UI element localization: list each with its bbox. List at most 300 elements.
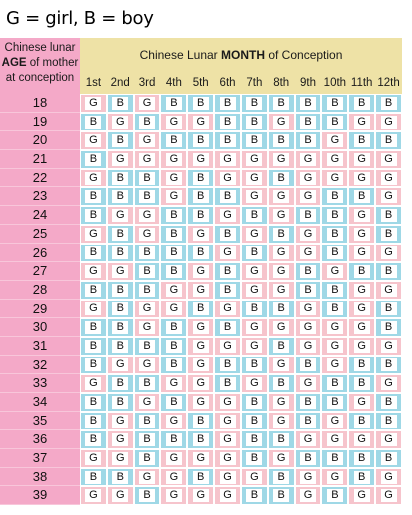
prediction-cell — [214, 244, 241, 263]
prediction-letter: B — [166, 358, 182, 371]
prediction-cell — [241, 169, 268, 188]
prediction-cell — [295, 94, 322, 113]
prediction-cell — [268, 374, 295, 393]
table-row — [0, 412, 402, 431]
prediction-letter: G — [220, 396, 236, 409]
prediction-cell — [160, 169, 187, 188]
prediction-cell — [295, 131, 322, 150]
prediction-letter: G — [327, 415, 343, 428]
prediction-letter: G — [354, 340, 370, 353]
prediction-cell — [321, 337, 348, 356]
prediction-cell — [295, 169, 322, 188]
prediction-letter: B — [166, 246, 182, 259]
prediction-letter: G — [381, 489, 397, 502]
prediction-letter: G — [139, 302, 155, 315]
prediction-cell — [348, 281, 375, 300]
prediction-letter: B — [139, 116, 155, 129]
prediction-letter: G — [381, 377, 397, 390]
prediction-cell — [348, 113, 375, 132]
prediction-letter: B — [381, 358, 397, 371]
table-row — [0, 225, 402, 244]
table-row — [0, 356, 402, 375]
prediction-cell — [321, 374, 348, 393]
table-row — [0, 486, 402, 505]
table-row — [0, 430, 402, 449]
prediction-letter: B — [193, 209, 209, 222]
prediction-cell — [214, 225, 241, 244]
prediction-cell — [160, 244, 187, 263]
mother-age-cell: 25 — [0, 225, 80, 244]
prediction-letter: B — [85, 396, 101, 409]
prediction-cell — [80, 281, 107, 300]
prediction-letter: B — [139, 284, 155, 297]
prediction-cell — [134, 187, 161, 206]
prediction-letter: G — [381, 246, 397, 259]
prediction-cell — [268, 486, 295, 505]
prediction-letter: G — [193, 228, 209, 241]
prediction-letter: B — [85, 209, 101, 222]
prediction-cell — [241, 244, 268, 263]
mother-age-cell: 20 — [0, 131, 80, 150]
prediction-letter: B — [327, 452, 343, 465]
prediction-cell — [295, 356, 322, 375]
prediction-letter: B — [220, 134, 236, 147]
month-label: 12th — [377, 77, 400, 89]
prediction-cell — [80, 486, 107, 505]
prediction-cell — [321, 318, 348, 337]
prediction-cell — [80, 449, 107, 468]
month-labels-row — [80, 72, 402, 94]
prediction-cell — [107, 468, 134, 487]
prediction-cell — [321, 206, 348, 225]
prediction-cell — [321, 94, 348, 113]
prediction-letter: G — [85, 228, 101, 241]
table-row — [0, 169, 402, 188]
prediction-cell — [241, 131, 268, 150]
prediction-letter: G — [246, 265, 262, 278]
prediction-letter: G — [327, 172, 343, 185]
prediction-cell — [214, 281, 241, 300]
prediction-letter: G — [381, 116, 397, 129]
prediction-cell — [268, 113, 295, 132]
prediction-cell — [241, 412, 268, 431]
prediction-cell — [214, 113, 241, 132]
prediction-letter: G — [166, 172, 182, 185]
prediction-cell — [295, 337, 322, 356]
prediction-letter: B — [354, 471, 370, 484]
table-row — [0, 244, 402, 263]
prediction-cell — [241, 225, 268, 244]
prediction-letter: B — [85, 433, 101, 446]
table-row — [0, 150, 402, 169]
prediction-letter: G — [246, 284, 262, 297]
prediction-letter: B — [246, 97, 262, 110]
prediction-cell — [295, 374, 322, 393]
prediction-cell — [80, 262, 107, 281]
prediction-cell — [214, 94, 241, 113]
mother-age-cell: 27 — [0, 262, 80, 281]
chart-rows — [0, 94, 402, 505]
prediction-cell — [268, 318, 295, 337]
prediction-letter: B — [273, 228, 289, 241]
prediction-cell — [160, 300, 187, 319]
prediction-letter: B — [85, 358, 101, 371]
prediction-cell — [107, 262, 134, 281]
prediction-cell — [160, 393, 187, 412]
prediction-cell — [295, 486, 322, 505]
prediction-letter: B — [220, 265, 236, 278]
prediction-cell — [375, 337, 402, 356]
prediction-cell — [187, 206, 214, 225]
prediction-letter: B — [381, 134, 397, 147]
prediction-letter: G — [220, 471, 236, 484]
prediction-letter: G — [139, 396, 155, 409]
prediction-cell — [187, 244, 214, 263]
table-row — [0, 393, 402, 412]
prediction-cell — [187, 94, 214, 113]
prediction-cell — [134, 300, 161, 319]
prediction-cell — [321, 486, 348, 505]
prediction-cell — [268, 150, 295, 169]
mother-age-cell: 26 — [0, 244, 80, 263]
prediction-cell — [80, 430, 107, 449]
prediction-letter: G — [381, 153, 397, 166]
prediction-letter: G — [220, 209, 236, 222]
prediction-letter: G — [381, 284, 397, 297]
prediction-letter: G — [193, 284, 209, 297]
prediction-cell — [107, 244, 134, 263]
prediction-cell — [241, 300, 268, 319]
age-header-line3: at conception — [5, 72, 75, 84]
prediction-cell — [134, 486, 161, 505]
prediction-cell — [214, 318, 241, 337]
prediction-letter: B — [193, 246, 209, 259]
prediction-cell — [321, 300, 348, 319]
prediction-letter: B — [85, 190, 101, 203]
prediction-cell — [321, 393, 348, 412]
prediction-letter: G — [327, 321, 343, 334]
prediction-letter: B — [273, 97, 289, 110]
prediction-letter: G — [381, 340, 397, 353]
prediction-letter: B — [381, 302, 397, 315]
prediction-letter: G — [273, 116, 289, 129]
prediction-letter: B — [354, 134, 370, 147]
prediction-letter: G — [300, 246, 316, 259]
prediction-cell — [134, 225, 161, 244]
table-row — [0, 206, 402, 225]
prediction-letter: G — [139, 134, 155, 147]
month-label: 1st — [85, 77, 102, 89]
mother-age-cell: 34 — [0, 393, 80, 412]
prediction-letter: G — [327, 433, 343, 446]
prediction-cell — [375, 94, 402, 113]
prediction-cell — [134, 281, 161, 300]
month-label: 7th — [246, 77, 263, 89]
prediction-letter: B — [220, 358, 236, 371]
prediction-cell — [241, 486, 268, 505]
prediction-letter: G — [85, 97, 101, 110]
prediction-cell — [160, 468, 187, 487]
prediction-cell — [107, 169, 134, 188]
month-label: 2nd — [110, 77, 130, 89]
prediction-letter: B — [112, 246, 128, 259]
prediction-letter: G — [193, 452, 209, 465]
prediction-cell — [80, 318, 107, 337]
prediction-cell — [134, 393, 161, 412]
prediction-letter: B — [300, 97, 316, 110]
prediction-cell — [375, 131, 402, 150]
prediction-letter: B — [273, 471, 289, 484]
prediction-cell — [187, 412, 214, 431]
prediction-letter: G — [112, 433, 128, 446]
prediction-cell — [187, 468, 214, 487]
prediction-letter: G — [354, 153, 370, 166]
prediction-cell — [107, 94, 134, 113]
prediction-cell — [375, 374, 402, 393]
prediction-letter: G — [85, 134, 101, 147]
prediction-cell — [295, 449, 322, 468]
prediction-letter: B — [112, 377, 128, 390]
prediction-letter: B — [327, 209, 343, 222]
prediction-letter: G — [85, 265, 101, 278]
prediction-cell — [134, 169, 161, 188]
prediction-cell — [375, 187, 402, 206]
prediction-letter: G — [193, 340, 209, 353]
prediction-letter: B — [246, 209, 262, 222]
prediction-cell — [375, 206, 402, 225]
prediction-cell — [187, 486, 214, 505]
prediction-cell — [160, 262, 187, 281]
prediction-letter: G — [85, 452, 101, 465]
prediction-letter: B — [327, 284, 343, 297]
prediction-cell — [107, 318, 134, 337]
prediction-cell — [375, 150, 402, 169]
prediction-cell — [80, 206, 107, 225]
mother-age-cell: 18 — [0, 94, 80, 113]
prediction-letter: G — [300, 321, 316, 334]
prediction-letter: G — [273, 396, 289, 409]
prediction-cell — [134, 356, 161, 375]
prediction-cell — [241, 356, 268, 375]
prediction-cell — [187, 187, 214, 206]
prediction-letter: B — [139, 489, 155, 502]
prediction-cell — [268, 430, 295, 449]
prediction-cell — [214, 486, 241, 505]
prediction-cell — [214, 468, 241, 487]
prediction-letter: B — [246, 452, 262, 465]
prediction-cell — [241, 206, 268, 225]
prediction-cell — [107, 412, 134, 431]
prediction-cell — [107, 356, 134, 375]
prediction-letter: B — [246, 358, 262, 371]
prediction-letter: B — [220, 97, 236, 110]
prediction-letter: G — [139, 209, 155, 222]
mother-age-cell: 31 — [0, 337, 80, 356]
prediction-letter: B — [85, 340, 101, 353]
prediction-letter: B — [139, 452, 155, 465]
prediction-letter: G — [193, 489, 209, 502]
month-label: 8th — [273, 77, 290, 89]
prediction-letter: G — [300, 172, 316, 185]
prediction-cell — [348, 430, 375, 449]
prediction-letter: B — [327, 489, 343, 502]
prediction-letter: G — [85, 489, 101, 502]
prediction-cell — [241, 393, 268, 412]
prediction-letter: G — [354, 302, 370, 315]
prediction-cell — [321, 449, 348, 468]
prediction-cell — [295, 113, 322, 132]
prediction-letter: B — [300, 134, 316, 147]
prediction-letter: B — [381, 228, 397, 241]
prediction-letter: G — [166, 190, 182, 203]
prediction-cell — [187, 318, 214, 337]
prediction-letter: B — [193, 415, 209, 428]
age-column-header — [0, 38, 80, 94]
prediction-letter: B — [220, 116, 236, 129]
prediction-letter: G — [166, 116, 182, 129]
prediction-cell — [375, 318, 402, 337]
prediction-cell — [241, 150, 268, 169]
mother-age-cell: 28 — [0, 281, 80, 300]
prediction-cell — [107, 206, 134, 225]
prediction-cell — [321, 356, 348, 375]
prediction-cell — [295, 225, 322, 244]
prediction-cell — [187, 337, 214, 356]
prediction-letter: G — [246, 321, 262, 334]
prediction-letter: G — [354, 116, 370, 129]
prediction-cell — [241, 262, 268, 281]
prediction-letter: G — [220, 172, 236, 185]
prediction-cell — [375, 412, 402, 431]
prediction-cell — [348, 486, 375, 505]
prediction-cell — [295, 150, 322, 169]
prediction-letter: B — [139, 246, 155, 259]
prediction-cell — [80, 374, 107, 393]
prediction-letter: B — [112, 340, 128, 353]
prediction-cell — [187, 225, 214, 244]
prediction-cell — [214, 300, 241, 319]
prediction-cell — [187, 131, 214, 150]
prediction-letter: G — [300, 433, 316, 446]
prediction-cell — [134, 468, 161, 487]
prediction-cell — [241, 94, 268, 113]
prediction-letter: G — [193, 396, 209, 409]
prediction-letter: G — [300, 190, 316, 203]
prediction-letter: G — [193, 377, 209, 390]
prediction-cell — [375, 486, 402, 505]
prediction-cell — [348, 318, 375, 337]
prediction-cell — [321, 169, 348, 188]
prediction-cell — [375, 244, 402, 263]
prediction-letter: G — [354, 321, 370, 334]
prediction-letter: G — [354, 228, 370, 241]
prediction-cell — [295, 430, 322, 449]
prediction-cell — [160, 356, 187, 375]
prediction-letter: B — [112, 302, 128, 315]
prediction-cell — [295, 300, 322, 319]
prediction-letter: G — [139, 153, 155, 166]
prediction-letter: G — [354, 489, 370, 502]
prediction-letter: B — [327, 116, 343, 129]
prediction-letter: G — [112, 209, 128, 222]
prediction-cell — [375, 225, 402, 244]
prediction-cell — [348, 169, 375, 188]
prediction-letter: B — [220, 377, 236, 390]
prediction-letter: B — [381, 265, 397, 278]
age-header-line2 — [0, 56, 80, 71]
prediction-cell — [375, 300, 402, 319]
prediction-letter: B — [112, 97, 128, 110]
prediction-letter: G — [354, 284, 370, 297]
prediction-letter: G — [139, 358, 155, 371]
prediction-cell — [321, 262, 348, 281]
prediction-cell — [348, 300, 375, 319]
prediction-cell — [348, 225, 375, 244]
prediction-cell — [214, 356, 241, 375]
prediction-cell — [134, 374, 161, 393]
prediction-cell — [134, 412, 161, 431]
prediction-letter: B — [166, 134, 182, 147]
prediction-cell — [187, 393, 214, 412]
prediction-cell — [187, 356, 214, 375]
prediction-letter: B — [112, 134, 128, 147]
prediction-letter: G — [193, 265, 209, 278]
prediction-cell — [107, 150, 134, 169]
prediction-cell — [134, 150, 161, 169]
prediction-letter: G — [166, 471, 182, 484]
prediction-letter: B — [112, 190, 128, 203]
prediction-cell — [268, 244, 295, 263]
prediction-letter: B — [112, 284, 128, 297]
prediction-cell — [214, 337, 241, 356]
prediction-cell — [348, 262, 375, 281]
prediction-cell — [348, 244, 375, 263]
prediction-cell — [214, 430, 241, 449]
prediction-letter: G — [112, 452, 128, 465]
prediction-cell — [160, 187, 187, 206]
prediction-cell — [268, 131, 295, 150]
prediction-cell — [107, 281, 134, 300]
prediction-letter: G — [85, 302, 101, 315]
prediction-cell — [321, 187, 348, 206]
prediction-cell — [375, 393, 402, 412]
prediction-letter: B — [273, 489, 289, 502]
prediction-letter: B — [166, 433, 182, 446]
prediction-letter: G — [300, 302, 316, 315]
prediction-letter: B — [85, 284, 101, 297]
prediction-cell — [214, 131, 241, 150]
month-title-prefix: Chinese Lunar — [139, 48, 221, 62]
prediction-cell — [241, 113, 268, 132]
prediction-cell — [295, 393, 322, 412]
prediction-letter: G — [300, 153, 316, 166]
month-label: 9th — [300, 77, 317, 89]
prediction-cell — [134, 244, 161, 263]
prediction-letter: G — [193, 321, 209, 334]
prediction-cell — [375, 430, 402, 449]
prediction-letter: G — [327, 134, 343, 147]
prediction-letter: G — [273, 452, 289, 465]
prediction-letter: B — [327, 97, 343, 110]
prediction-cell — [80, 150, 107, 169]
prediction-letter: G — [139, 97, 155, 110]
prediction-letter: B — [139, 172, 155, 185]
mother-age-cell: 29 — [0, 300, 80, 319]
prediction-letter: G — [246, 340, 262, 353]
prediction-cell — [134, 449, 161, 468]
gender-prediction-chart — [0, 38, 402, 515]
prediction-cell — [321, 412, 348, 431]
